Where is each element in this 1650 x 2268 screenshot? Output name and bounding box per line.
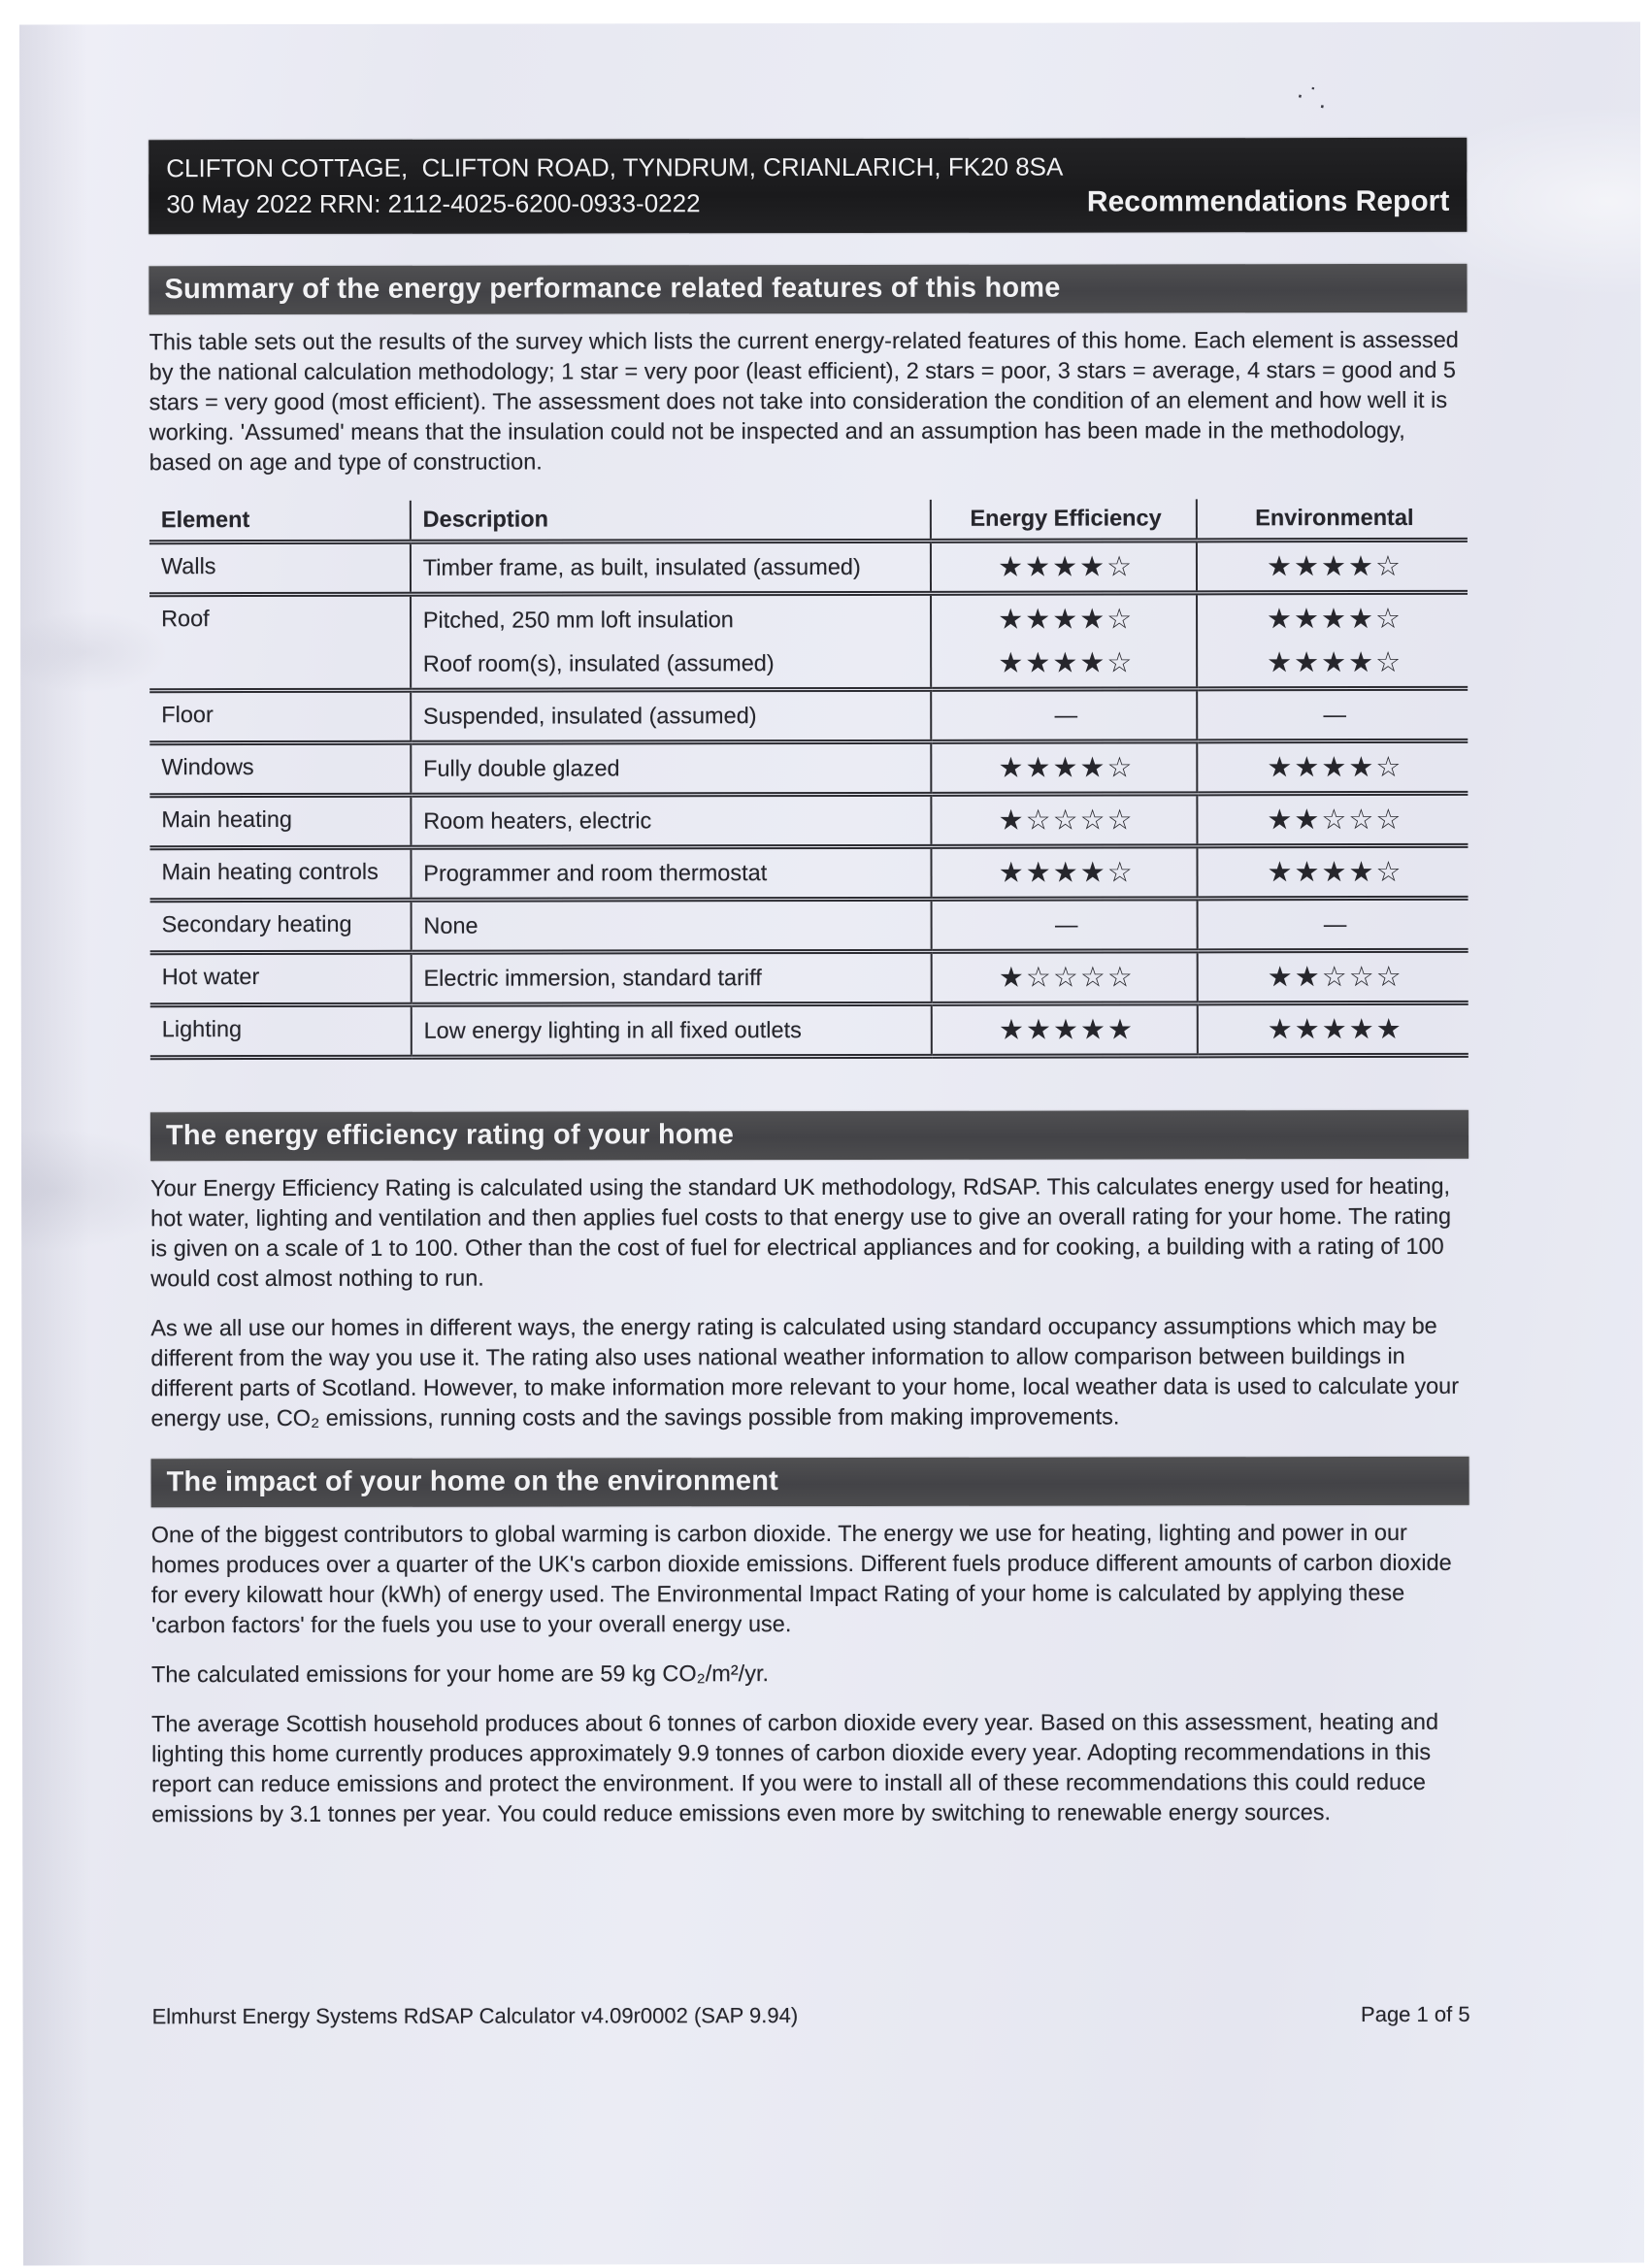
description-line: Fully double glazed xyxy=(423,755,620,781)
star-rating: ★★★★☆ xyxy=(1267,749,1403,784)
energy-efficiency-cell xyxy=(932,846,1198,899)
features-table xyxy=(149,499,1468,1060)
description-line: Low energy lighting in all fixed outlets xyxy=(423,1017,802,1043)
section-title-efficiency xyxy=(150,1110,1468,1161)
environmental-cell xyxy=(1198,950,1468,1003)
table-row xyxy=(150,1003,1468,1057)
description-cell xyxy=(411,689,932,742)
star-rating: ★★★★★ xyxy=(1267,1011,1403,1046)
description-line: None xyxy=(423,912,478,938)
energy-efficiency-cell xyxy=(932,951,1198,1003)
no-rating: — xyxy=(1055,911,1078,937)
column-header: Energy Efficiency xyxy=(931,499,1197,541)
table-row xyxy=(149,688,1468,742)
section-title-impact-label: The impact of your home on the environment xyxy=(166,1465,778,1498)
emissions-value-line: The calculated emissions for your home are 59 kg CO₂/m²/yr. xyxy=(150,1660,770,1688)
impact-paragraph-2: The average Scottish household produces about 6 tonnes of carbon dioxide every year. Based on this assessment, heating and lighting this home currently produces approximately 9.9 tonnes of carbon dioxide every year. Adopting recommendations in this report can reduce emissions and protect the environment. If you were to install all of these recommendations this could reduce emissions by 3.1 tonnes per year. You could reduce emissions even more by switching to renewable energy sources. xyxy=(151,1708,1439,1827)
efficiency-paragraph-2: As we all use our homes in different ways, the energy rating is calculated using standard occupancy assumptions which may be different from the way you use it. The rating also uses national weather information to allow comparison between buildings in different parts of Scotland. However, to make information more relevant to your home, local weather data is used to calculate your energy use, CO₂ emissions, running costs and the savings possible from making improvements. xyxy=(150,1312,1460,1431)
element-cell: Floor xyxy=(149,690,411,742)
description-line: Programmer and room thermostat xyxy=(423,860,768,886)
element-cell: Hot water xyxy=(150,952,412,1004)
no-rating: — xyxy=(1323,702,1346,728)
energy-efficiency-cell xyxy=(932,1003,1198,1056)
software-version: Elmhurst Energy Systems RdSAP Calculator v4.09r0002 (SAP 9.94) xyxy=(151,2003,799,2029)
description-line: Pitched, 250 mm loft insulation xyxy=(422,607,734,633)
energy-efficiency-cell xyxy=(931,593,1197,689)
table-row xyxy=(149,540,1468,594)
no-rating: — xyxy=(1323,911,1347,937)
star-rating: ★☆☆☆☆ xyxy=(998,803,1135,837)
star-rating: ★★☆☆☆ xyxy=(1267,959,1403,994)
environmental-cell xyxy=(1197,592,1468,688)
star-rating: ★★★★☆ xyxy=(998,549,1135,583)
star-rating: ★★★★☆ xyxy=(998,855,1135,889)
star-rating: ★★★★☆ xyxy=(1266,548,1402,583)
star-rating: ★★★★☆ xyxy=(998,750,1135,784)
page-number: Page 1 of 5 xyxy=(1360,2001,1470,2027)
impact-paragraph-1: One of the biggest contributors to global warming is carbon dioxide. The energy we use for heating, lighting and power in our homes produces over a quarter of the UK's carbon dioxide emissions. Different fuels produce different amounts of carbon dioxide for every kilowatt hour (kWh) of energy used. The Environmental Impact Rating of your home is calculated by applying these 'carbon factors' for the fuels you use to your overall energy use. xyxy=(150,1519,1452,1638)
description-cell xyxy=(411,846,932,900)
element-cell: Windows xyxy=(149,742,411,795)
star-rating: ★★★★☆ xyxy=(1267,601,1403,636)
description-line: Room heaters, electric xyxy=(423,807,652,834)
energy-efficiency-cell xyxy=(932,689,1198,741)
section-title-impact xyxy=(151,1457,1469,1507)
description-cell xyxy=(411,541,932,594)
header-second-row xyxy=(166,185,1449,220)
description-line: Electric immersion, standard tariff xyxy=(423,965,762,991)
description-line: Timber frame, as built, insulated (assumed) xyxy=(422,553,861,580)
features-table-head xyxy=(149,499,1468,542)
description-cell xyxy=(411,593,932,690)
description-line: Roof room(s), insulated (assumed) xyxy=(422,650,775,676)
features-table-body xyxy=(149,540,1468,1057)
environmental-cell xyxy=(1198,1003,1468,1055)
environmental-cell xyxy=(1197,688,1468,740)
table-row xyxy=(149,740,1468,795)
scanned-report-page xyxy=(19,22,1644,2266)
energy-efficiency-cell xyxy=(932,741,1198,794)
no-rating: — xyxy=(1054,702,1078,728)
star-rating: ★★★★★ xyxy=(998,1012,1136,1046)
description-cell xyxy=(411,794,932,847)
report-header-bar xyxy=(148,138,1467,234)
table-row xyxy=(149,592,1468,690)
energy-efficiency-cell xyxy=(932,899,1198,951)
element-cell: Roof xyxy=(149,594,411,690)
element-cell: Walls xyxy=(149,542,411,594)
environmental-cell xyxy=(1198,898,1468,950)
element-cell: Main heating xyxy=(149,795,411,847)
element-cell: Main heating controls xyxy=(149,847,411,900)
column-header: Description xyxy=(411,500,932,542)
table-row xyxy=(150,898,1468,952)
date-rrn: 30 May 2022 RRN: 2112-4025-6200-0933-0222 xyxy=(166,188,701,219)
star-rating: ★★★★☆ xyxy=(1267,854,1403,889)
description-cell xyxy=(412,1003,933,1057)
efficiency-paragraph-1: Your Energy Efficiency Rating is calculated using the standard UK methodology, RdSAP. This calculates energy used for heating, hot water, lighting and ventilation and then applies fuel costs to that energy use to give an overall rating for your home. The rating is given on a scale of 1 to 100. Other than the cost of fuel for electrical appliances and for cooking, a building with a rating of 100 would cost almost nothing to run. xyxy=(150,1172,1452,1292)
page-footer xyxy=(152,2002,1470,2029)
element-cell: Lighting xyxy=(150,1004,412,1057)
page-content xyxy=(148,22,1470,2265)
environmental-cell xyxy=(1197,740,1468,793)
environmental-cell xyxy=(1197,845,1468,898)
description-cell xyxy=(411,951,932,1004)
column-header: Environmental xyxy=(1197,499,1468,541)
section-title-summary xyxy=(148,264,1467,314)
element-cell: Secondary heating xyxy=(150,900,412,952)
star-rating: ★★★★☆ xyxy=(1267,644,1403,679)
summary-intro-paragraph: This table sets out the results of the survey which lists the current energy-related features of this home. Each element is assessed by the national calculation methodology; 1 star = very poor (least efficient), 2 stars = poor, 3 stars = average, 4 stars = good and 5 stars = very good (most efficient). The assessment does not take into consideration the condition of an element and how well it is working. 'Assumed' means that the insulation could not be inspected and an assumption has been made in the methodology, based on age and type of construction. xyxy=(148,326,1459,476)
description-cell xyxy=(411,741,932,795)
star-rating: ★★★★☆ xyxy=(998,645,1135,679)
pen-mark: ·˙. xyxy=(1293,79,1335,115)
star-rating: ★★☆☆☆ xyxy=(1267,802,1403,837)
description-cell xyxy=(411,899,932,952)
section-title-summary-label: Summary of the energy performance related features of this home xyxy=(164,272,1061,306)
energy-efficiency-cell xyxy=(931,541,1197,593)
energy-efficiency-cell xyxy=(932,794,1198,846)
star-rating: ★☆☆☆☆ xyxy=(998,960,1135,994)
table-row xyxy=(149,845,1468,900)
section-title-efficiency-label: The energy efficiency rating of your home xyxy=(165,1119,735,1152)
table-row xyxy=(150,950,1468,1004)
column-header: Element xyxy=(149,501,411,542)
report-title: Recommendations Report xyxy=(1086,184,1450,218)
environmental-cell xyxy=(1197,540,1468,592)
property-address: CLIFTON COTTAGE, CLIFTON ROAD, TYNDRUM, CRIANLARICH, FK20 8SA xyxy=(166,151,1064,183)
environmental-cell xyxy=(1197,793,1468,845)
table-row xyxy=(149,793,1468,847)
star-rating: ★★★★☆ xyxy=(998,602,1135,636)
description-line: Suspended, insulated (assumed) xyxy=(422,703,757,729)
table-header-row xyxy=(149,499,1468,542)
